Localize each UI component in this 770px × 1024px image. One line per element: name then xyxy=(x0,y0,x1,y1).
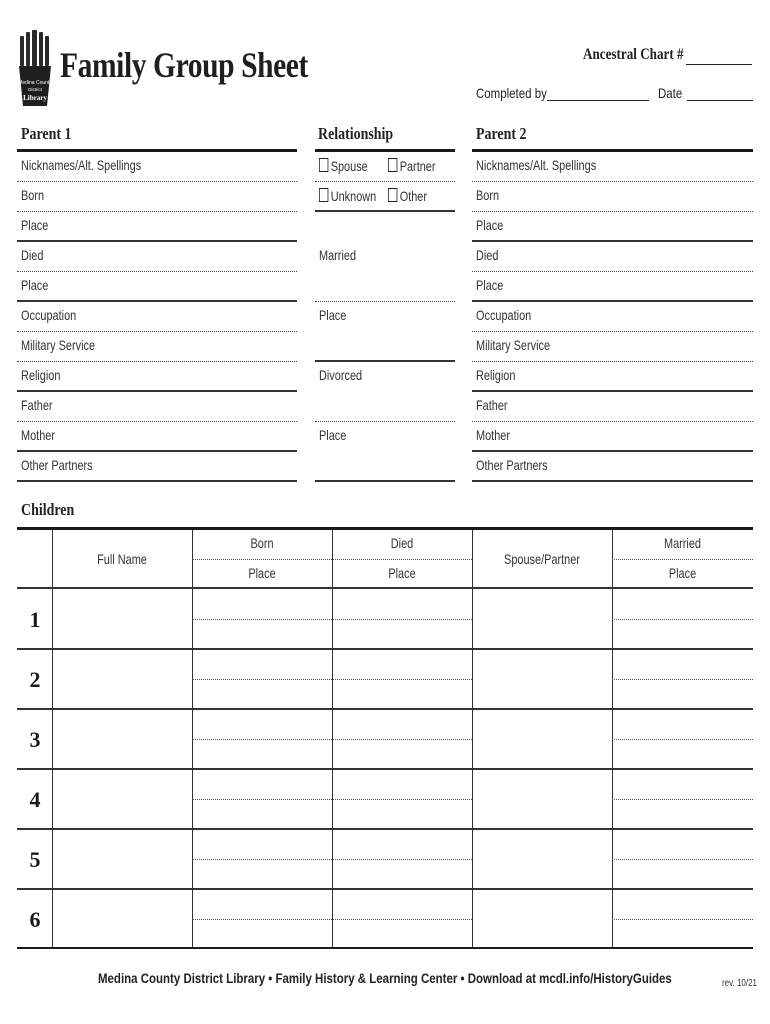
born-place-header: Place xyxy=(248,565,276,581)
partner-option[interactable] xyxy=(388,158,436,174)
svg-text:District: District xyxy=(28,87,42,92)
row-rule xyxy=(17,888,753,890)
row-rule xyxy=(17,768,753,770)
row-rule xyxy=(17,648,753,650)
full-name-header: Full Name xyxy=(97,551,147,567)
parent2-father-field[interactable] xyxy=(472,392,753,422)
completed-by-field[interactable] xyxy=(547,100,649,101)
row-number: 4 xyxy=(29,787,41,812)
row-divider xyxy=(192,859,472,860)
field-label: Occupation xyxy=(476,307,532,323)
date-label: Date xyxy=(658,85,683,101)
field-label: Father xyxy=(476,397,508,413)
row-rule xyxy=(17,708,753,710)
field-label: Died xyxy=(476,247,499,263)
row-divider xyxy=(612,859,753,860)
parent1-religion-field[interactable] xyxy=(17,362,297,392)
parent2-born-field[interactable] xyxy=(472,182,753,212)
parent2-partners-field[interactable] xyxy=(472,452,753,482)
field-label: Nicknames/Alt. Spellings xyxy=(21,157,142,173)
row-number: 6 xyxy=(29,907,41,932)
page-title: Family Group Sheet xyxy=(60,45,308,85)
parent1-died-field[interactable] xyxy=(17,242,297,272)
relationship-fields xyxy=(315,152,455,482)
library-logo xyxy=(17,30,53,108)
row-divider xyxy=(612,679,753,680)
row-divider xyxy=(612,799,753,800)
field-label: Mother xyxy=(476,427,510,443)
revision-label: rev. 10/21 xyxy=(722,978,757,989)
died-place-header: Place xyxy=(388,565,416,581)
header-rule xyxy=(17,587,753,589)
parent2-military-field[interactable] xyxy=(472,332,753,362)
born-header: Born xyxy=(250,535,274,551)
row-divider xyxy=(192,919,472,920)
row-divider xyxy=(612,619,753,620)
field-label: Married xyxy=(319,247,357,263)
married-place-field[interactable] xyxy=(315,302,455,362)
field-label: Place xyxy=(319,427,347,443)
married-header: Married xyxy=(663,535,702,551)
field-label: Divorced xyxy=(319,367,363,383)
parent1-partners-field[interactable] xyxy=(17,452,297,482)
row-number: 5 xyxy=(29,847,41,872)
field-label: Nicknames/Alt. Spellings xyxy=(476,157,597,173)
field-label: Occupation xyxy=(21,307,77,323)
parent1-nickname-field[interactable] xyxy=(17,152,297,182)
unknown-checkbox[interactable] xyxy=(319,188,328,202)
row-number: 3 xyxy=(29,727,41,752)
row-divider xyxy=(192,739,472,740)
field-label: Died xyxy=(21,247,44,263)
row-number: 2 xyxy=(29,667,41,692)
other-checkbox[interactable] xyxy=(388,188,397,202)
parent2-religion-field[interactable] xyxy=(472,362,753,392)
parent2-mother-field[interactable] xyxy=(472,422,753,452)
field-label: Religion xyxy=(21,367,61,383)
field-label: Place xyxy=(21,277,49,293)
field-label: Religion xyxy=(476,367,516,383)
field-label: Place xyxy=(319,307,347,323)
partner-checkbox[interactable] xyxy=(388,158,397,172)
footer xyxy=(0,970,770,986)
spouse-label: Spouse xyxy=(330,158,368,174)
parent2-born-place-field[interactable] xyxy=(472,212,753,242)
field-label: Military Service xyxy=(21,337,96,353)
header-divider xyxy=(612,559,753,560)
field-label: Other Partners xyxy=(476,457,548,473)
parent2-died-field[interactable] xyxy=(472,242,753,272)
other-label: Other xyxy=(399,188,428,204)
divorced-field[interactable] xyxy=(315,362,455,422)
spouse-checkbox[interactable] xyxy=(319,158,328,172)
children-heading: Children xyxy=(21,500,75,519)
date-field[interactable] xyxy=(687,100,753,101)
parent2-nickname-field[interactable] xyxy=(472,152,753,182)
parent1-occupation-field[interactable] xyxy=(17,302,297,332)
svg-text:Library: Library xyxy=(23,94,47,102)
parent1-born-place-field[interactable] xyxy=(17,212,297,242)
married-field[interactable] xyxy=(315,242,455,302)
parent1-father-field[interactable] xyxy=(17,392,297,422)
parent1-born-field[interactable] xyxy=(17,182,297,212)
footer-text: Medina County District Library • Family History & Learning Center • Download at mcdl.info/HistoryGuides xyxy=(98,970,672,986)
other-option[interactable] xyxy=(388,188,427,204)
parent1-mother-field[interactable] xyxy=(17,422,297,452)
parent2-died-place-field[interactable] xyxy=(472,272,753,302)
relationship-heading: Relationship xyxy=(318,124,394,143)
field-label: Born xyxy=(476,187,500,203)
married-place-header: Place xyxy=(668,565,697,581)
header-divider xyxy=(192,559,472,560)
completed-by-label: Completed by xyxy=(476,85,547,101)
unknown-option[interactable] xyxy=(319,188,376,204)
children-table xyxy=(17,527,753,949)
field-label: Place xyxy=(476,217,504,233)
spouse-option[interactable] xyxy=(319,158,368,174)
row-rule xyxy=(17,828,753,830)
field-label: Other Partners xyxy=(21,457,93,473)
row-divider xyxy=(192,679,472,680)
field-label: Father xyxy=(21,397,53,413)
row-divider xyxy=(192,799,472,800)
row-divider xyxy=(192,619,472,620)
logo-lettering: Medina County xyxy=(18,80,52,86)
field-label: Mother xyxy=(21,427,55,443)
ancestral-chart-field[interactable] xyxy=(686,64,752,65)
row-divider xyxy=(612,739,753,740)
parent2-heading: Parent 2 xyxy=(476,124,527,143)
field-label: Born xyxy=(21,187,45,203)
row-divider xyxy=(612,919,753,920)
ancestral-chart-label: Ancestral Chart # xyxy=(583,46,684,63)
died-header: Died xyxy=(390,535,414,551)
partner-label: Partner xyxy=(399,158,436,174)
field-label: Place xyxy=(21,217,49,233)
parent2-occupation-field[interactable] xyxy=(472,302,753,332)
unknown-label: Unknown xyxy=(330,188,377,204)
parent1-military-field[interactable] xyxy=(17,332,297,362)
spouse-header: Spouse/Partner xyxy=(504,551,580,567)
parent1-heading: Parent 1 xyxy=(21,124,72,143)
field-label: Military Service xyxy=(476,337,551,353)
row-number: 1 xyxy=(29,607,41,632)
column-divider xyxy=(472,530,473,947)
divorced-place-field[interactable] xyxy=(315,422,455,482)
field-label: Place xyxy=(476,277,504,293)
parent1-died-place-field[interactable] xyxy=(17,272,297,302)
